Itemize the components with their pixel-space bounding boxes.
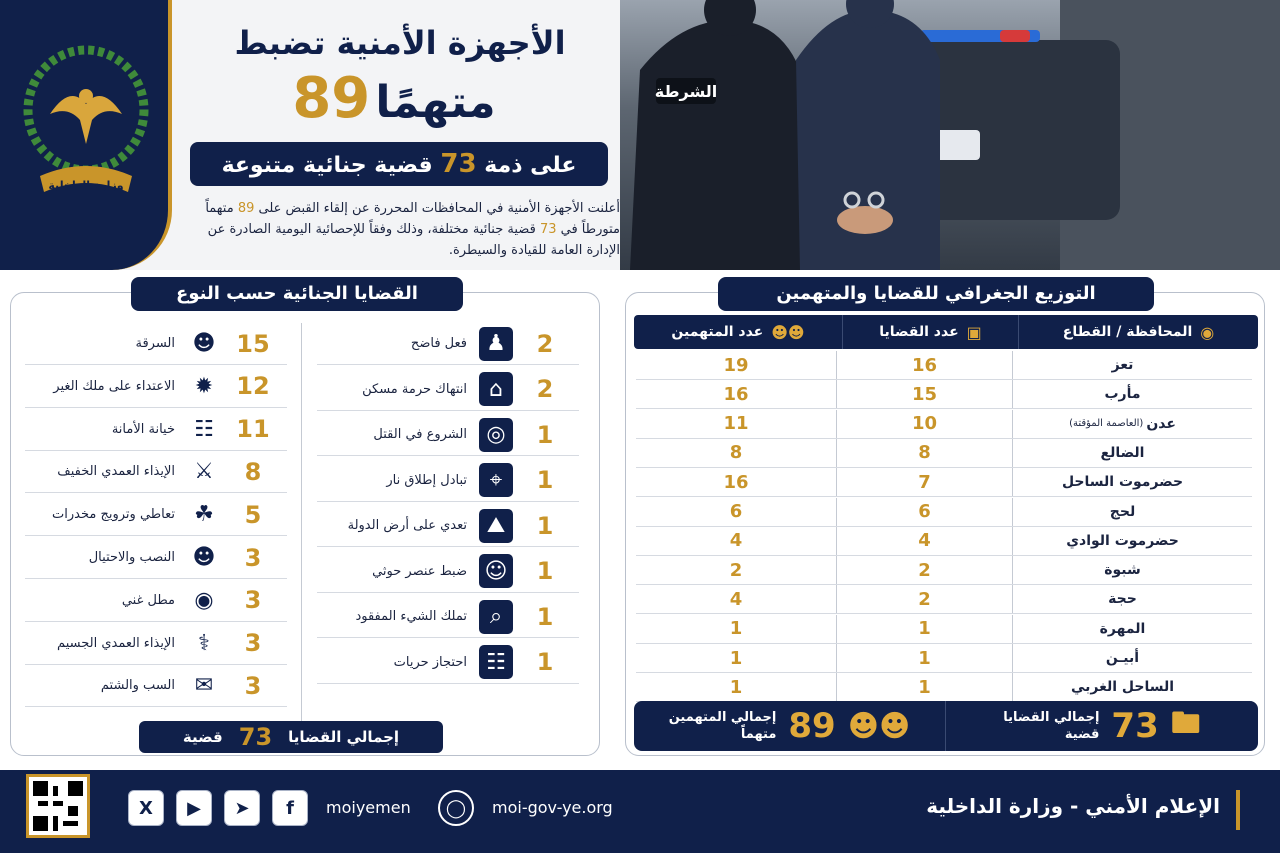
crime-label: تعاطي وترويج مخدرات: [52, 507, 175, 523]
crime-count: 2: [536, 329, 554, 358]
people-icon: ☻☻: [847, 708, 911, 744]
fight-icon: ⚔: [194, 459, 214, 485]
crime-type-row: [317, 414, 579, 456]
crime-type-row: [25, 665, 287, 707]
crime-count: 1: [536, 557, 554, 585]
accused-count: 16: [723, 383, 749, 405]
col-accused: ☻☻ عدد المتهمين: [671, 322, 805, 342]
accused-count: 1: [729, 618, 743, 640]
province-name: مأرب: [1012, 380, 1252, 408]
total-accused: ☻☻ 89 إجمالي المتهمين متهماً: [634, 701, 946, 751]
subtitle-prefix: على ذمة: [484, 153, 577, 178]
crime-label: تعدي على أرض الدولة: [347, 518, 467, 533]
qr-code-icon[interactable]: [26, 774, 90, 838]
crime-count: 3: [244, 543, 262, 572]
cases-count: 2: [836, 556, 1012, 584]
thief-icon: ☻: [192, 331, 216, 356]
target-icon: ◎: [479, 418, 513, 452]
crime-count: 8: [244, 457, 262, 486]
crime-label: السب والشتم: [100, 678, 175, 694]
crime-type-row: [317, 551, 579, 593]
crime-label: الاعتداء على ملك الغير: [53, 378, 175, 394]
cases-count: 8: [836, 439, 1012, 467]
youtube-icon[interactable]: ▶: [176, 790, 212, 826]
crime-type-row: [25, 623, 287, 665]
crime-label: فعل فاضح: [410, 336, 467, 351]
crime-count: 1: [536, 648, 554, 676]
geo-table-row: [636, 556, 1252, 585]
crime-label: تبادل إطلاق نار: [386, 472, 467, 488]
crime-type-row: [25, 323, 287, 365]
subtitle-suffix: قضية جنائية متنوعة: [221, 153, 433, 178]
geo-table-row: [636, 410, 1252, 439]
arrest-photo: [620, 0, 1280, 270]
province-name: الضالع: [1012, 439, 1252, 467]
geo-table-row: [636, 380, 1252, 409]
crime-type-row: [25, 409, 287, 451]
crime-count: 1: [536, 420, 554, 449]
crime-label: احتجاز حريات: [393, 654, 467, 670]
geo-table-row: [636, 615, 1252, 644]
title-line1: الأجهزة الأمنية تضبط: [234, 24, 566, 62]
magnifier-icon: ⌕: [479, 600, 513, 634]
land-icon: ⛰: [479, 509, 513, 543]
title-word: متهمًا: [375, 77, 496, 128]
province-name: الساحل الغربي: [1012, 673, 1252, 701]
cases-count: 1: [836, 615, 1012, 643]
organization-name: الإعلام الأمني - وزارة الداخلية: [926, 794, 1220, 818]
cases-count: 16: [836, 351, 1012, 379]
crime-count: 1: [536, 511, 554, 540]
cases-count: 2: [836, 585, 1012, 613]
geo-distribution-panel: [625, 283, 1265, 756]
crime-label: الإيذاء العمدي الخفيف: [57, 464, 175, 480]
crime-count: 3: [244, 586, 262, 615]
province-name: عدن (العاصمة المؤقتة): [1012, 410, 1252, 438]
province-name: حجة: [1012, 585, 1252, 613]
ministry-emblem-icon: [20, 44, 152, 224]
break-icon: ✹: [194, 373, 214, 399]
accused-count: 4: [729, 588, 743, 610]
accused-count: 2: [729, 559, 743, 581]
crime-count: 1: [536, 466, 554, 494]
headline: [180, 20, 620, 145]
person-icon: ♟: [479, 327, 513, 361]
crime-count: 15: [236, 329, 270, 358]
intro-paragraph: أعلنت الأجهزة الأمنية في المحافظات المحررة عن إلقاء القبض على 89 متهماً متورطاً في 73 قضية جنائية مختلفة، وذلك وفقاً للإحصائية اليومية الصادرة عن الإدارة العامة للقيادة والسيطرة.: [205, 201, 620, 258]
crime-type-row: [25, 580, 287, 622]
title-number: 89: [292, 66, 371, 131]
crime-label: خيانة الأمانة: [111, 421, 175, 437]
accused-count: 8: [729, 442, 743, 464]
col-cases: ▣ عدد القضايا: [842, 315, 1018, 349]
social-handle[interactable]: moiyemen: [326, 798, 411, 817]
website-link[interactable]: moi-gov-ye.org: [492, 798, 613, 817]
globe-icon: ◯: [438, 790, 474, 826]
crime-label: الإيذاء العمدي الجسيم: [57, 635, 175, 651]
svg-text:وزارة الداخلية: وزارة الداخلية: [48, 179, 124, 192]
crime-count: 1: [536, 602, 554, 631]
speech-bubble-icon: ✉: [194, 673, 214, 699]
col-province: ◉ المحافظة / القطاع: [1018, 315, 1258, 349]
column-divider: [301, 323, 302, 723]
crime-type-row: [25, 451, 287, 493]
cases-count: 1: [836, 644, 1012, 672]
subtitle-banner: [190, 142, 608, 186]
geo-table-row: [636, 498, 1252, 527]
footer: [0, 770, 1280, 853]
facebook-icon[interactable]: f: [272, 790, 308, 826]
geo-table-row: [636, 644, 1252, 673]
header-section: [0, 0, 1280, 270]
accused-count: 19: [723, 354, 749, 376]
crime-type-row: [317, 323, 579, 365]
crime-type-row: [317, 505, 579, 547]
crime-label: الشروع في القتل: [373, 427, 467, 442]
accused-count: 4: [729, 530, 743, 552]
accused-count: 1: [729, 647, 743, 669]
crime-types-panel: [10, 283, 600, 756]
crime-type-row: [25, 366, 287, 408]
crime-type-row: [317, 460, 579, 502]
crime-label: تملك الشيء المفقود: [355, 609, 467, 624]
crime-count: 5: [244, 500, 262, 529]
crime-types-title: القضايا الجنائية حسب النوع: [131, 277, 463, 311]
accused-count: 16: [723, 471, 749, 493]
accused-count: 1: [729, 676, 743, 698]
house-icon: ⌂: [479, 372, 513, 406]
x-twitter-icon[interactable]: X: [128, 790, 164, 826]
cases-count: 4: [836, 527, 1012, 555]
geo-table-row: [636, 351, 1252, 380]
cannabis-icon: ☘: [194, 502, 214, 528]
geo-table-row: [636, 527, 1252, 556]
geo-table-row: [636, 585, 1252, 614]
arrest-scene-illustration: [620, 0, 1280, 270]
crime-types-total: إجمالي القضايا 73 قضية: [139, 721, 443, 753]
bandage-icon: ⚕: [198, 630, 210, 656]
province-name: حضرموت الساحل: [1012, 468, 1252, 496]
province-name: لحج: [1012, 498, 1252, 526]
province-name: المهرة: [1012, 615, 1252, 643]
emblem-panel: [0, 0, 172, 270]
locked-document-icon: ☷: [194, 416, 214, 442]
province-name: تعز: [1012, 351, 1252, 379]
province-name: حضرموت الوادي: [1012, 527, 1252, 555]
telegram-icon[interactable]: ➤: [224, 790, 260, 826]
province-name: شبوة: [1012, 556, 1252, 584]
crime-count: 2: [536, 375, 554, 403]
geo-table-header: [634, 315, 1258, 349]
cases-count: 6: [836, 498, 1012, 526]
crime-type-row: [25, 537, 287, 579]
folder-icon: ▣: [966, 322, 982, 342]
crime-type-row: [317, 596, 579, 638]
cases-count: 7: [836, 468, 1012, 496]
crime-type-row: [317, 369, 579, 411]
province-name: أبيـن: [1012, 644, 1252, 672]
crime-label: مطل غني: [121, 592, 175, 608]
geo-title: التوزيع الجغرافي للقضايا والمتهمين: [718, 277, 1154, 311]
crime-count: 3: [244, 671, 262, 700]
location-pin-icon: ◉: [1200, 322, 1215, 342]
crime-type-row: [317, 642, 579, 684]
crime-label: السرقة: [135, 336, 175, 351]
title-line2: [180, 66, 620, 145]
crime-label: انتهاك حرمة مسكن: [362, 381, 467, 397]
cases-count: 1: [836, 673, 1012, 701]
crime-count: 12: [236, 372, 270, 401]
people-icon: ☻☻: [771, 322, 805, 342]
crime-label: ضبط عنصر حوثي: [372, 563, 467, 579]
crime-type-row: [25, 494, 287, 536]
user-icon: ☺: [479, 554, 513, 588]
geo-table-row: [636, 673, 1252, 702]
crime-count: 11: [236, 415, 270, 444]
crime-count: 3: [244, 629, 262, 658]
debtor-icon: ◉: [194, 587, 214, 613]
org-accent-bar: [1236, 790, 1240, 830]
accused-count: 11: [723, 413, 749, 435]
geo-totals: [634, 701, 1258, 751]
svg-text:الشرطة: الشرطة: [654, 82, 718, 101]
total-cases: 🖿 73 إجمالي القضايا قضية: [946, 701, 1258, 751]
crime-label: النصب والاحتيال: [88, 550, 175, 565]
folder-icon: 🖿: [1170, 705, 1201, 741]
geo-table-row: [636, 439, 1252, 468]
cases-count: 10: [836, 410, 1012, 438]
cases-count: 15: [836, 380, 1012, 408]
fraudster-icon: ☻: [192, 545, 216, 570]
geo-table-row: [636, 468, 1252, 497]
accused-count: 6: [729, 501, 743, 522]
gun-icon: ⌖: [479, 463, 513, 497]
subtitle-number: 73: [440, 149, 477, 179]
jail-icon: ☷: [479, 645, 513, 679]
